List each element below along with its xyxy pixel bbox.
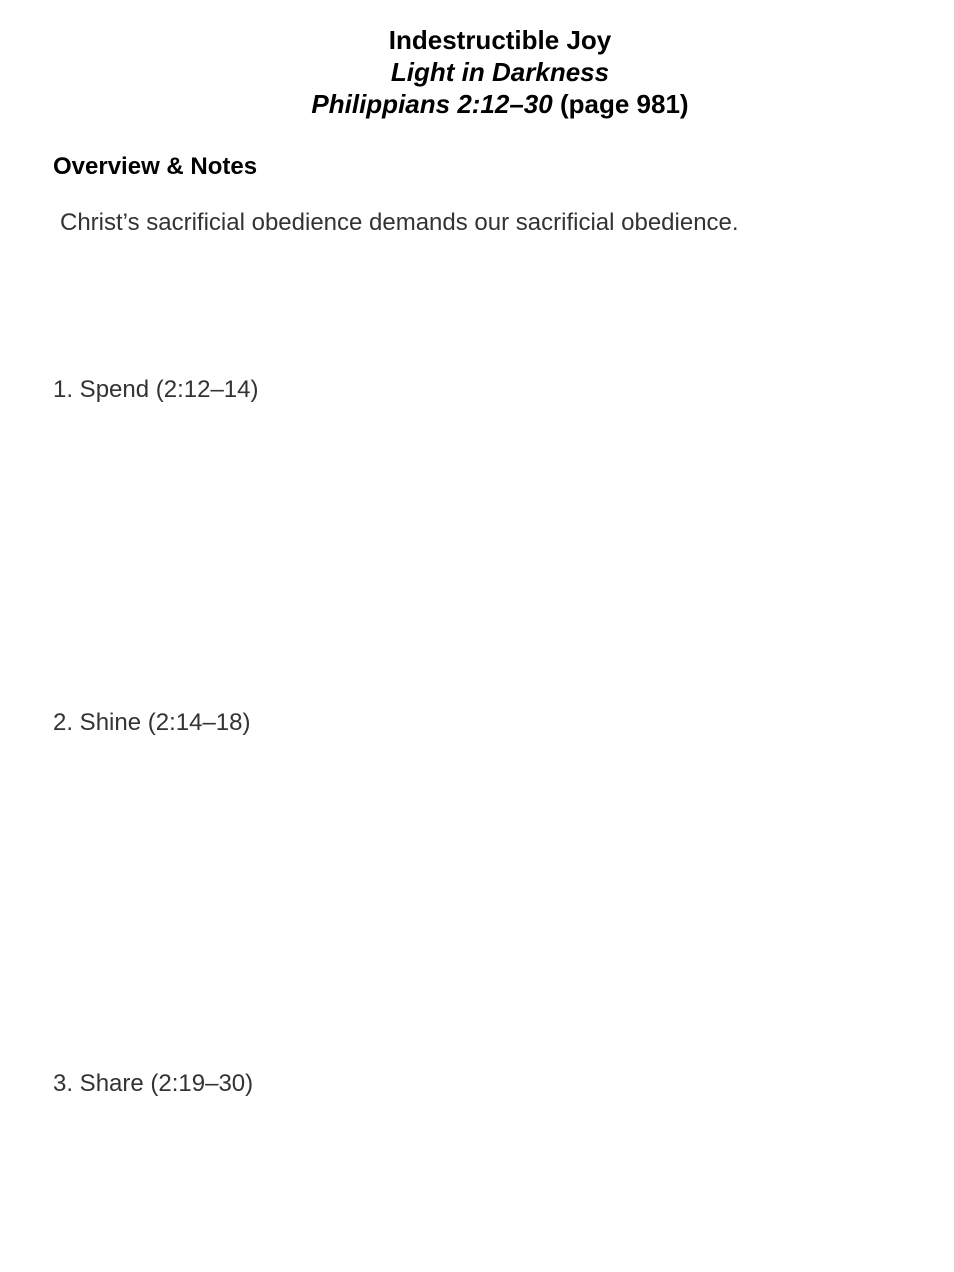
point-share: 3. Share (2:19–30) — [53, 1070, 254, 1097]
big-idea-text: Christ’s sacrificial obedience demands our sacrificial obedience. — [60, 209, 739, 236]
sermon-title: Indestructible Joy — [388, 25, 612, 55]
overview-heading: Overview & Notes — [53, 153, 258, 180]
sermon-header — [0, 24, 954, 120]
passage: Philippians 2:12–30 — [311, 89, 553, 119]
point-shine: 2. Shine (2:14–18) — [53, 709, 251, 736]
point-spend: 1. Spend (2:12–14) — [53, 376, 259, 403]
scripture-reference — [0, 88, 954, 120]
page-reference: (page 981) — [559, 89, 689, 119]
sermon-subtitle: Light in Darkness — [390, 57, 610, 87]
